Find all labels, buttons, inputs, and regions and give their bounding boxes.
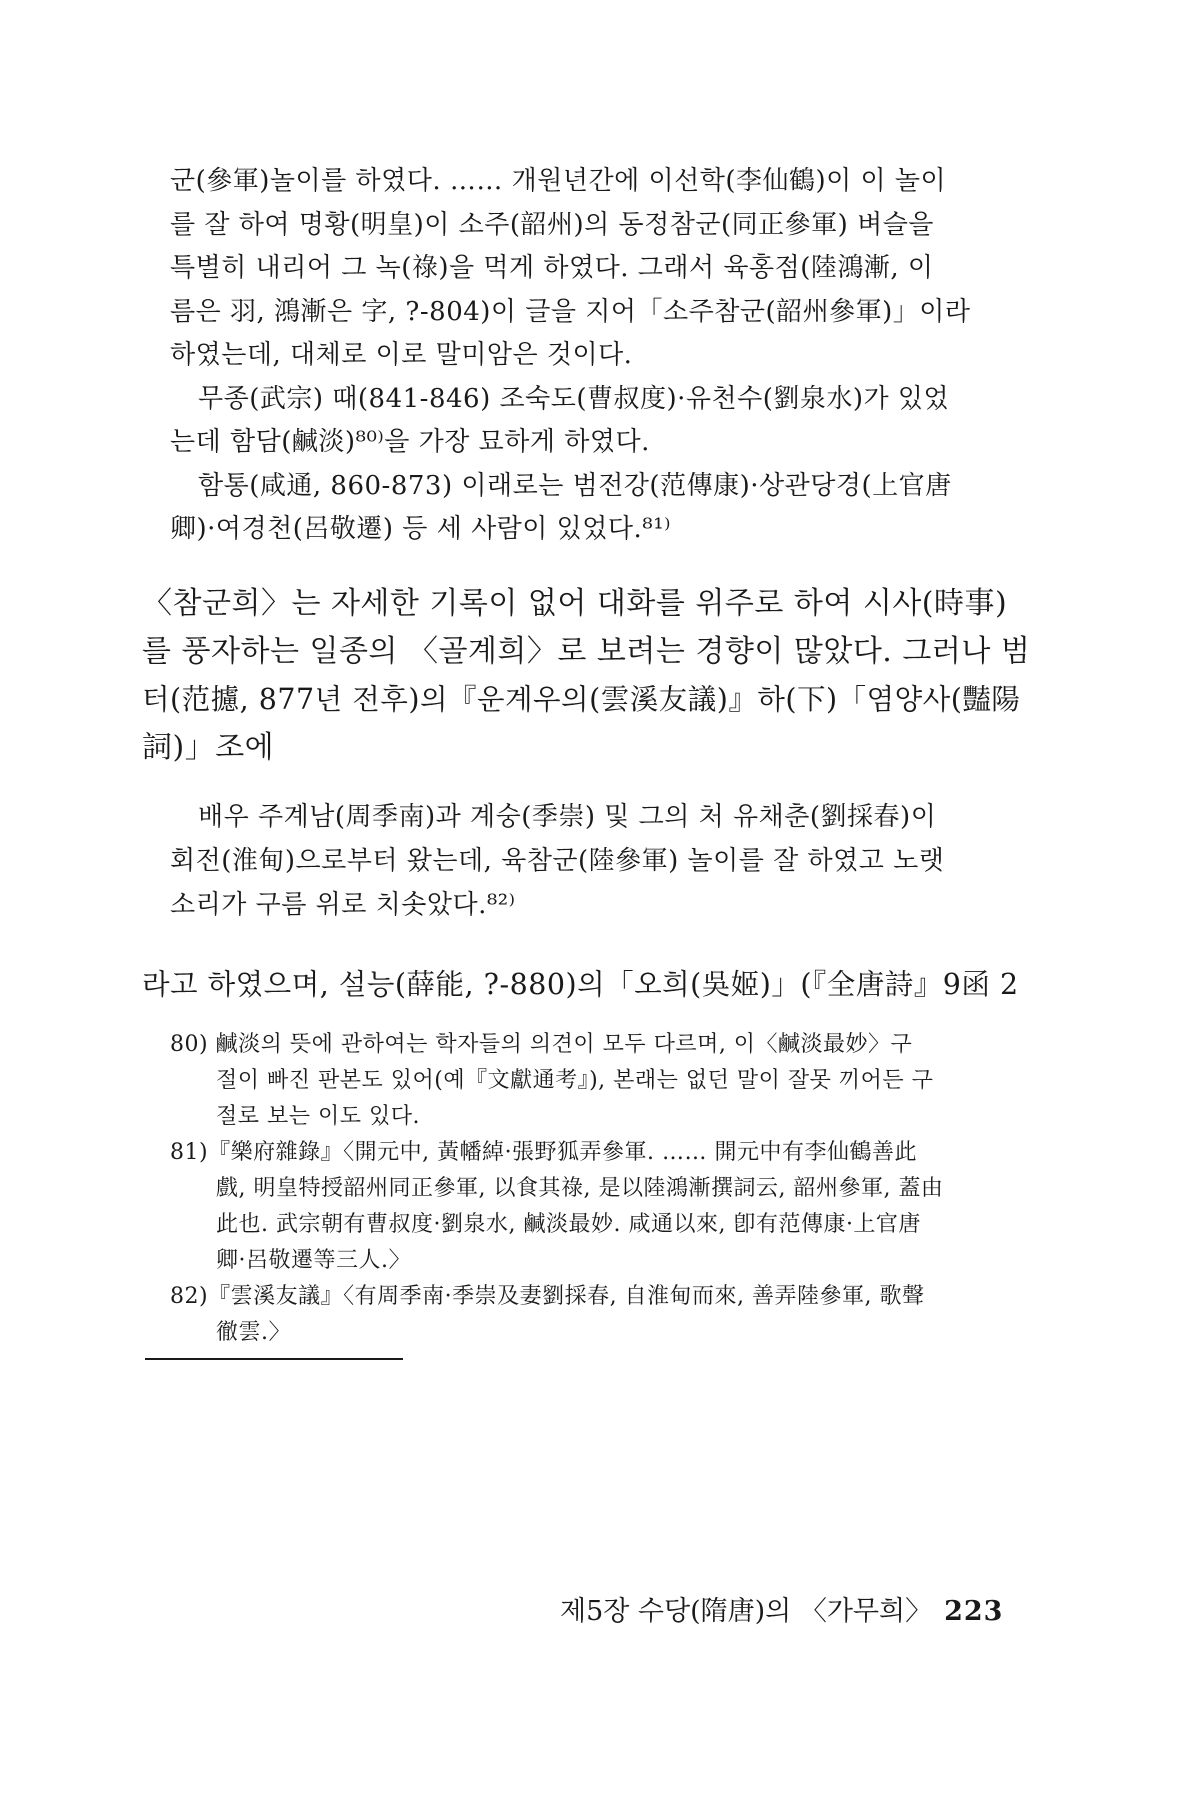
footnote-line: 徹雲.〉	[216, 1320, 291, 1345]
paragraph-line: 라고 하였으며, 설능(薛能, ?-880)의「오희(吳姬)」(『全唐詩』9函 2	[142, 968, 1019, 1001]
page-number: 223	[944, 1596, 1004, 1627]
quote-line: 는데 함담(鹹淡)⁸⁰⁾을 가장 묘하게 하였다.	[170, 427, 650, 457]
running-footer	[560, 1592, 1003, 1632]
quotation-block-middle	[170, 795, 1030, 927]
paragraph-line: 〈참군희〉는 자세한 기록이 없어 대화를 위주로 하여 시사(時事)	[142, 586, 1008, 621]
quotation-block-top	[170, 160, 1030, 552]
body-paragraph-2	[142, 965, 1032, 1005]
footnote-line: 卿·呂敬遷等三人.〉	[216, 1248, 411, 1273]
quote-line: 군(參軍)놀이를 하였다. …… 개원년간에 이선학(李仙鶴)이 이 놀이	[170, 166, 947, 196]
chapter-title: 제5장 수당(隋唐)의 〈가무희〉	[560, 1596, 933, 1627]
body-paragraph-1	[142, 580, 1032, 772]
footnote-line: 82)『雲溪友議』〈有周季南·季崇及妻劉採春, 自淮甸而來, 善弄陸參軍, 歌聲	[170, 1284, 925, 1309]
footnote-line: 此也. 武宗朝有曹叔度·劉泉水, 鹹淡最妙. 咸通以來, 卽有范傳康·上官唐	[216, 1212, 921, 1237]
paragraph-line: 터(范攄, 877년 전후)의『운계우의(雲溪友議)』하(下)「염양사(豔陽	[142, 683, 1021, 716]
paragraph-line: 를 풍자하는 일종의 〈골계희〉로 보려는 경향이 많았다. 그러나 범	[142, 634, 1031, 669]
quote-line: 름은 羽, 鴻漸은 字, ?-804)이 글을 지어「소주참군(韶州參軍)」이라	[170, 296, 971, 327]
footnote-line: 절이 빠진 판본도 있어(예『文獻通考』), 본래는 없던 말이 잘못 끼어든 구	[216, 1068, 934, 1093]
footnote-line: 戲, 明皇特授韶州同正參軍, 以食其祿, 是以陸鴻漸撰詞云, 韶州參軍, 蓋由	[216, 1176, 944, 1201]
quote-line: 소리가 구름 위로 치솟았다.⁸²⁾	[170, 890, 516, 920]
footnotes	[170, 1027, 1030, 1351]
footnote-line: 80) 鹹淡의 뜻에 관하여는 학자들의 의견이 모두 다르며, 이〈鹹淡最妙〉구	[170, 1032, 913, 1057]
footnote-line: 81)『樂府雜錄』〈開元中, 黃幡綽·張野狐弄參軍. …… 開元中有李仙鶴善此	[170, 1140, 918, 1165]
footnote-separator	[145, 1358, 403, 1360]
quote-line: 무종(武宗) 때(841-846) 조숙도(曹叔度)·유천수(劉泉水)가 있었	[198, 383, 950, 414]
footnote-line: 절로 보는 이도 있다.	[216, 1104, 420, 1129]
quote-line: 를 잘 하여 명황(明皇)이 소주(韶州)의 동정참군(同正參軍) 벼슬을	[170, 209, 934, 240]
quote-line: 함통(咸通, 860-873) 이래로는 범전강(范傳康)·상관당경(上官唐	[198, 470, 952, 501]
quote-line: 卿)·여경천(呂敬遷) 등 세 사람이 있었다.⁸¹⁾	[170, 514, 672, 544]
quote-line: 배우 주계남(周季南)과 계숭(季崇) 및 그의 처 유채춘(劉採春)이	[198, 802, 937, 832]
quote-line: 하였는데, 대체로 이로 말미암은 것이다.	[170, 340, 633, 370]
paragraph-line: 詞)」조에	[142, 730, 275, 765]
quote-line: 회전(淮甸)으로부터 왔는데, 육참군(陸參軍) 놀이를 잘 하였고 노랫	[170, 846, 945, 876]
quote-line: 특별히 내리어 그 녹(祿)을 먹게 하였다. 그래서 육홍점(陸鴻漸, 이	[170, 253, 934, 283]
